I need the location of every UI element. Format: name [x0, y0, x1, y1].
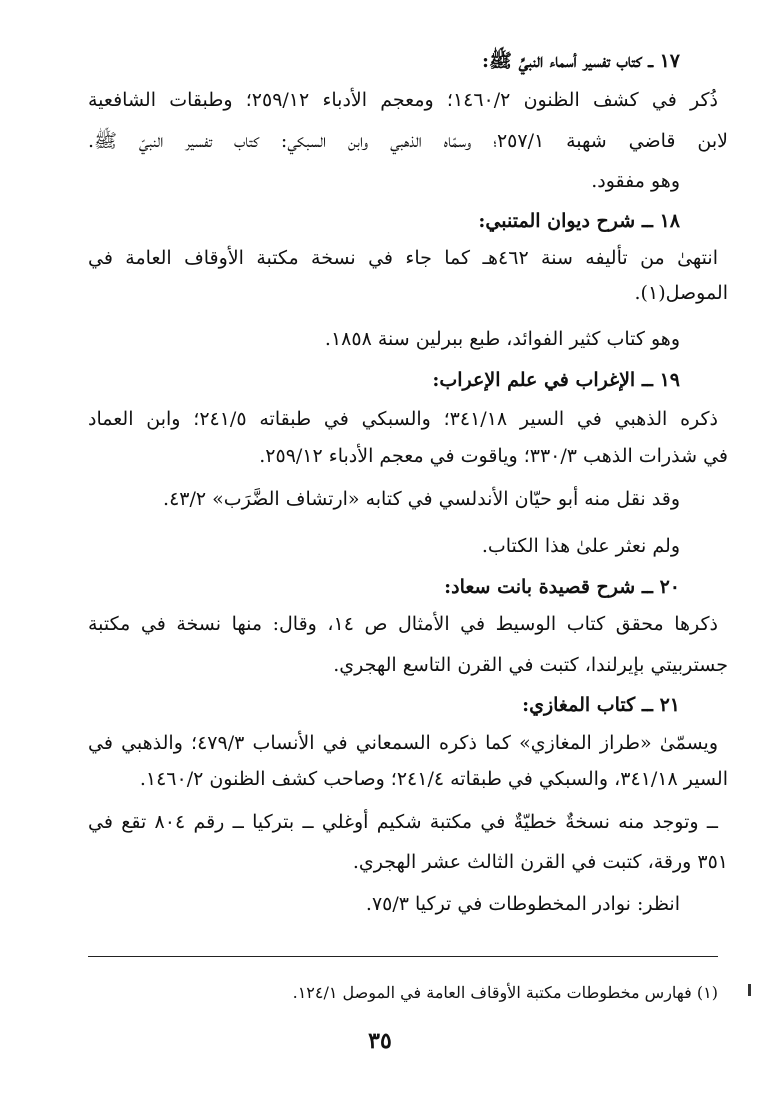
heading-19: ١٩ ــ الإغراب في علم الإعراب:: [432, 369, 680, 391]
text-line: انظر: نوادر المخطوطات في تركيا ٧٥/٣.: [365, 893, 680, 915]
heading-17: ١٧ ــ كتاب تفسير أسماء النبيِّ ﷺ:: [482, 50, 680, 72]
text-line: الموصل(١).: [634, 282, 728, 304]
text-line: في شذرات الذهب ٣٣٠/٣؛ وياقوت في معجم الأدباء ٢٥٩/١٢.: [259, 445, 728, 467]
text-line: ــ وتوجد منه نسخةٌ خطيّةٌ في مكتبة شكيم أوغلي ــ بتركيا ــ رقم ٨٠٤ تقع في: [88, 811, 718, 833]
footnote: (١) فهارس مخطوطات مكتبة الأوقاف العامة في الموصل ١٢٤/١.: [292, 983, 718, 1002]
text-line: السير ٣٤١/١٨، والسبكي في طبقاته ٢٤١/٤؛ وصاحب كشف الظنون ١٤٦٠/٢.: [139, 768, 728, 790]
text-line: وقد نقل منه أبو حيّان الأندلسي في كتابه «ارتشاف الضَّرَب» ٤٣/٢.: [163, 488, 680, 510]
text-line: لابن قاضي شهبة ٢٥٧/١؛ وسمّاه الذهبي وابن السبكي: كتاب تفسير النبيّ ﷺ.: [88, 130, 728, 152]
text-line: جستربيتي بإيرلندا، كتبت في القرن التاسع الهجري.: [333, 654, 728, 676]
text-line: وهو مفقود.: [591, 170, 680, 192]
text-line: ذكره الذهبي في السير ٣٤١/١٨؛ والسبكي في طبقاته ٢٤١/٥؛ وابن العماد: [88, 408, 719, 430]
text-line: ويسمّىٰ «طراز المغازي» كما ذكره السمعاني في الأنساب ٤٧٩/٣؛ والذهبي في: [88, 732, 718, 754]
margin-mark: [748, 984, 751, 996]
footnote-divider: [88, 956, 718, 957]
heading-21: ٢١ ــ كتاب المغازي:: [522, 694, 680, 716]
text-line: ذكرها محقق كتاب الوسيط في الأمثال ص ١٤، وقال: منها نسخة في مكتبة: [88, 613, 718, 635]
text-line: ذُكر في كشف الظنون ١٤٦٠/٢؛ ومعجم الأدباء ٢٥٩/١٢؛ وطبقات الشافعية: [88, 89, 718, 111]
page-number: ٣٥: [368, 1028, 392, 1054]
heading-18: ١٨ ــ شرح ديوان المتنبي:: [478, 210, 680, 232]
text-line: انتهىٰ من تأليفه سنة ٤٦٢هـ كما جاء في نسخة مكتبة الأوقاف العامة في: [88, 247, 718, 269]
text-line: وهو كتاب كثير الفوائد، طبع ببرلين سنة ١٨٥٨.: [324, 328, 680, 350]
heading-20: ٢٠ ــ شرح قصيدة بانت سعاد:: [444, 576, 680, 598]
text-line: ولم نعثر علىٰ هذا الكتاب.: [481, 535, 680, 557]
text-line: ٣٥١ ورقة، كتبت في القرن الثالث عشر الهجري.: [352, 851, 728, 873]
